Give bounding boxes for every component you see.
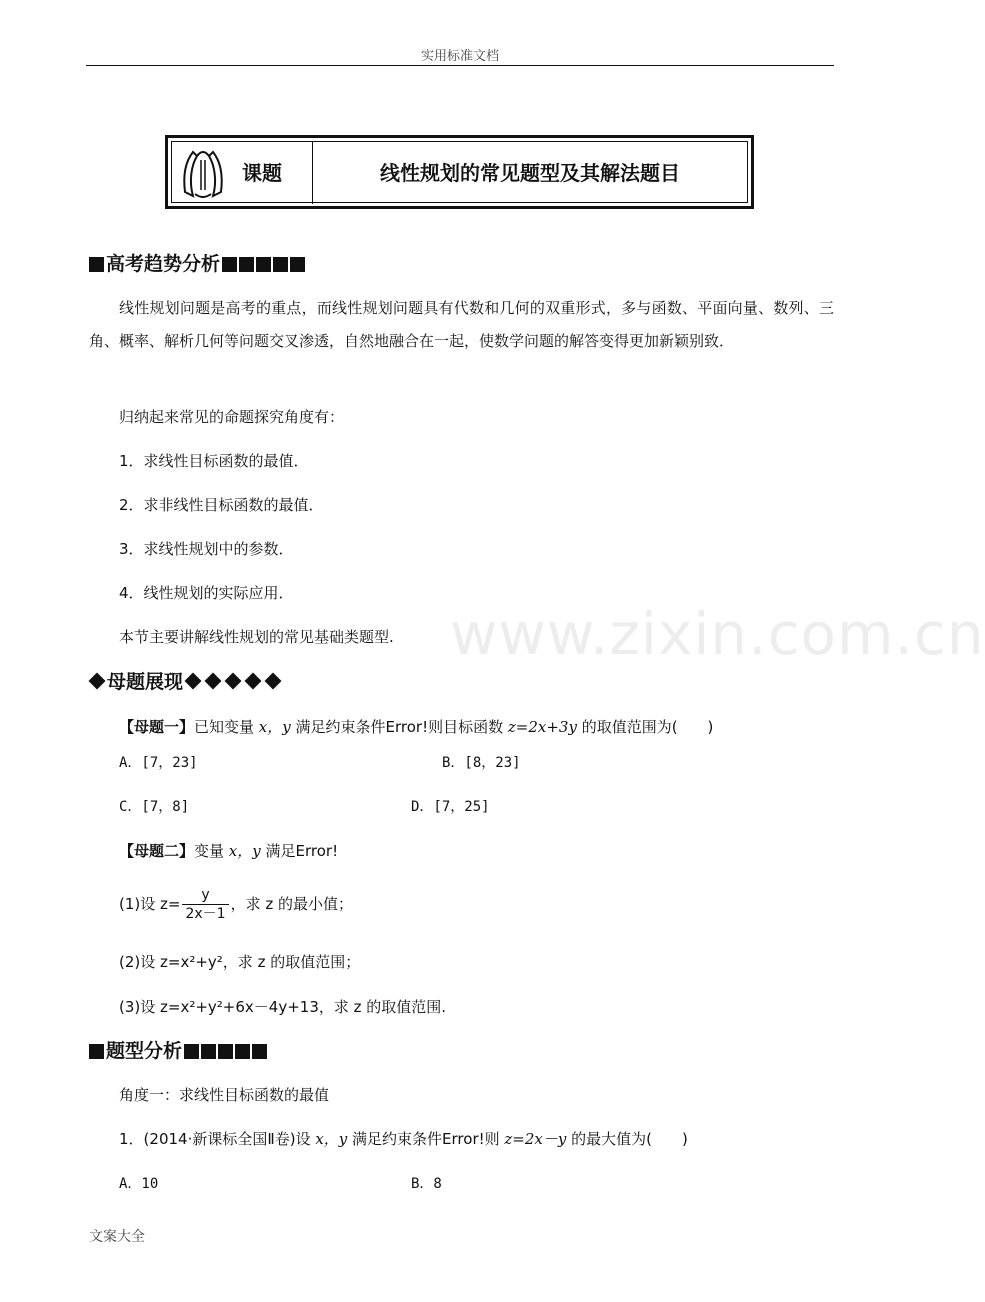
diamond-bullet-icon xyxy=(89,673,106,690)
square-bullet-icon xyxy=(235,1044,250,1059)
square-bullet-icon xyxy=(218,1044,233,1059)
trend-item-4: 4．线性规划的实际应用． xyxy=(119,584,294,602)
mother-1-option-d: D．[7，25] xyxy=(411,799,490,815)
square-bullet-icon xyxy=(184,1044,199,1059)
trend-intro: 线性规划问题是高考的重点，而线性规划问题具有代数和几何的双重形式，多与函数、平面向量、数列、三角、概率、解析几何等问题交叉渗透，自然地融合在一起，使数学问题的解答变得更加新颖别致． xyxy=(89,299,834,350)
mother-1-option-b: B．[8，23] xyxy=(442,755,521,771)
title-label: 课题 xyxy=(242,161,282,185)
page-header: 实用标准文档 xyxy=(420,49,499,64)
trend-summary: 归纳起来常见的命题探究角度有： xyxy=(119,408,345,426)
mother-2-part-3: (3)设 z=x²+y²+6x－4y+13，求 z 的取值范围. xyxy=(119,998,447,1016)
type-1-option-b: B．8 xyxy=(411,1176,442,1192)
mother-problem-1: 【母题一】已知变量 x，y 满足约束条件Error!则目标函数 z=2x+3y 的取值范围为( ) xyxy=(119,718,714,736)
square-bullet-icon xyxy=(256,257,271,272)
lesson-title: 线性规划的常见题型及其解法题目 xyxy=(380,161,680,185)
diamond-bullet-icon xyxy=(205,673,222,690)
type-1-option-a: A．10 xyxy=(119,1176,159,1192)
angle-1-heading: 角度一：求线性目标函数的最值 xyxy=(119,1086,330,1104)
trend-item-1: 1．求线性目标函数的最值． xyxy=(119,452,309,470)
square-bullet-icon xyxy=(89,257,104,272)
diamond-bullet-icon xyxy=(225,673,242,690)
title-box xyxy=(165,135,754,209)
square-bullet-icon xyxy=(273,257,288,272)
section-heading-mother: 母题展现 xyxy=(89,670,283,694)
mother-1-option-a: A．[7，23] xyxy=(119,755,198,771)
square-bullet-icon xyxy=(252,1044,267,1059)
type-problem-1: 1．(2014·新课标全国Ⅱ卷)设 x，y 满足约束条件Error!则 z=2x－y 的最大值为( ) xyxy=(119,1130,688,1148)
trend-item-3: 3．求线性规划中的参数． xyxy=(119,540,294,558)
mother-problem-2: 【母题二】变量 x，y 满足Error! xyxy=(119,842,339,860)
trend-closing: 本节主要讲解线性规划的常见基础类题型. xyxy=(119,628,394,646)
diamond-bullet-icon xyxy=(185,673,202,690)
square-bullet-icon xyxy=(290,257,305,272)
square-bullet-icon xyxy=(239,257,254,272)
mother-2-part-1: (1)设 z= $\frac{y}{2x-1}$ ，求 z 的最小值； xyxy=(119,887,353,922)
section-heading-types: 题型分析 xyxy=(89,1039,269,1063)
square-bullet-icon xyxy=(89,1044,104,1059)
page-footer: 文案大全 xyxy=(89,1229,145,1245)
diamond-bullet-icon xyxy=(245,673,262,690)
diamond-bullet-icon xyxy=(265,673,282,690)
lesson-icon xyxy=(179,146,227,202)
mother-2-part-2: (2)设 z=x²+y²，求 z 的取值范围； xyxy=(119,953,361,971)
trend-item-2: 2．求非线性目标函数的最值． xyxy=(119,496,324,514)
square-bullet-icon xyxy=(222,257,237,272)
fraction: $\frac{y}{2x-1}$ xyxy=(182,886,228,923)
watermark: www.zixin.com.cn xyxy=(450,600,985,668)
square-bullet-icon xyxy=(201,1044,216,1059)
section-heading-trend: 高考趋势分析 xyxy=(89,252,307,276)
header-rule xyxy=(86,65,834,66)
mother-1-option-c: C．[7，8] xyxy=(119,799,190,815)
